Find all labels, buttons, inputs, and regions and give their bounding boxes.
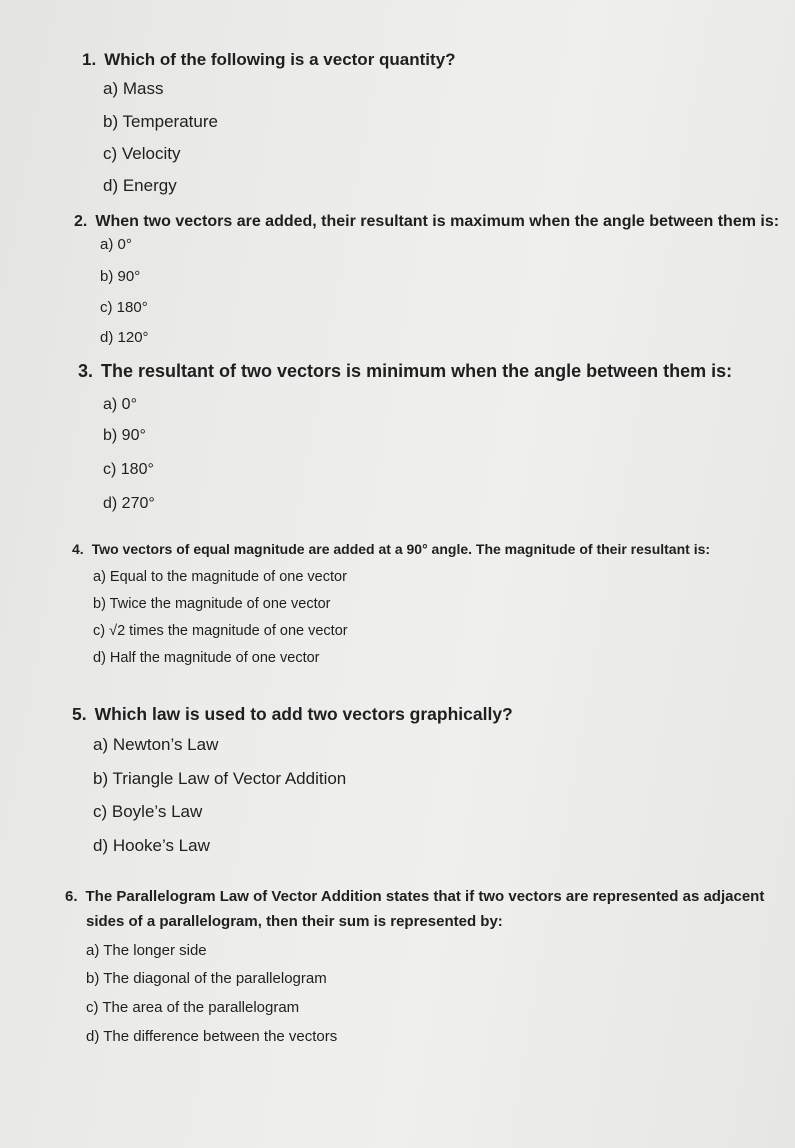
option-b: b) Temperature [103, 112, 218, 131]
question-text: Which law is used to add two vectors graphically? [94, 704, 513, 724]
option-a: a) Newton’s Law [93, 735, 219, 754]
option-a: a) 0° [103, 396, 137, 413]
option-d: d) 270° [103, 495, 155, 512]
option-a: a) Mass [103, 79, 164, 98]
question-number: 3. [78, 361, 94, 381]
option-a: a) The longer side [86, 942, 207, 959]
question-number: 4. [72, 541, 84, 557]
question-stem [82, 50, 456, 70]
question-text: The Parallelogram Law of Vector Addition states that if two vectors are represented as adjacent [85, 888, 765, 905]
question-stem [65, 888, 764, 905]
question-stem [72, 541, 710, 557]
option-c: c) Boyle’s Law [93, 802, 203, 821]
option-c: c) 180° [100, 299, 148, 316]
question-number: 2. [74, 213, 88, 230]
option-a: a) Equal to the magnitude of one vector [93, 569, 347, 585]
question-stem [74, 213, 779, 231]
question-number: 1. [82, 50, 97, 69]
question-text: When two vectors are added, their resultant is maximum when the angle between them is: [95, 213, 780, 230]
question-text: Two vectors of equal magnitude are added at a 90° angle. The magnitude of their resultant is: [91, 541, 711, 557]
option-b: b) Twice the magnitude of one vector [93, 596, 331, 612]
question-text: The resultant of two vectors is minimum when the angle between them is: [101, 361, 733, 381]
question-stem [78, 361, 732, 382]
question-stem [72, 704, 513, 725]
option-b: b) Triangle Law of Vector Addition [93, 769, 347, 788]
option-c: c) √2 times the magnitude of one vector [93, 623, 348, 639]
question-number: 6. [65, 888, 78, 905]
question-text: Which of the following is a vector quantity? [104, 50, 456, 69]
option-c: c) Velocity [103, 144, 181, 163]
option-b: b) 90° [100, 268, 141, 285]
option-d: d) 120° [100, 329, 149, 346]
option-d: d) The difference between the vectors [86, 1028, 338, 1045]
question-text-continued: sides of a parallelogram, then their sum is represented by: [86, 913, 503, 930]
option-d: d) Hooke’s Law [93, 836, 210, 855]
option-c: c) The area of the parallelogram [86, 999, 300, 1016]
option-b: b) The diagonal of the parallelogram [86, 970, 327, 987]
option-b: b) 90° [103, 427, 146, 444]
option-c: c) 180° [103, 461, 154, 478]
question-number: 5. [72, 704, 87, 724]
option-d: d) Half the magnitude of one vector [93, 650, 320, 666]
option-d: d) Energy [103, 176, 177, 195]
option-a: a) 0° [100, 236, 132, 253]
